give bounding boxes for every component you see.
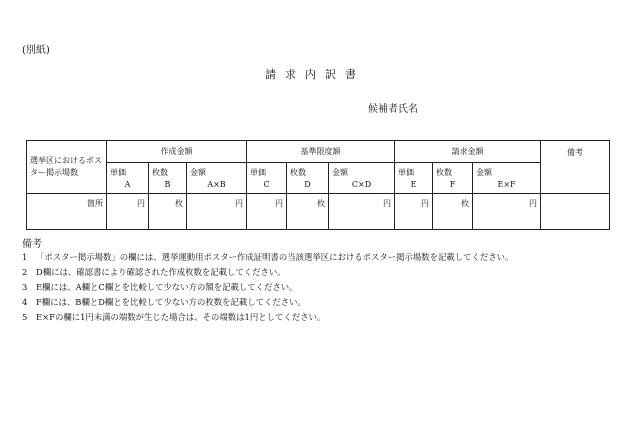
note-item: 3 E欄には、A欄とC欄とを比較して少ない方の額を記載してください。 xyxy=(22,282,298,292)
subheader-cell: 金額 A×B xyxy=(187,163,247,193)
standard-limit-header: 基準限度額 xyxy=(247,141,395,163)
subheader-cell: 金額 C×D xyxy=(329,163,395,193)
document-title: 請求内訳書 xyxy=(265,68,365,81)
subheader-cell: 枚数 F xyxy=(433,163,473,193)
remarks-cell xyxy=(541,193,610,229)
quantity-f-cell: 枚 xyxy=(433,193,473,229)
note-item: 4 F欄には、B欄とD欄とを比較して少ない方の枚数を記載してください。 xyxy=(22,297,306,307)
claim-amount-header: 請求金額 xyxy=(395,141,541,163)
amount-exf-cell: 円 xyxy=(473,193,541,229)
subheader-cell: 金額 E×F xyxy=(473,163,541,193)
unit-price-c-cell: 円 xyxy=(247,193,287,229)
subheader-cell: 単価 C xyxy=(247,163,287,193)
unit-price-e-cell: 円 xyxy=(395,193,433,229)
quantity-d-cell: 枚 xyxy=(287,193,329,229)
remarks-header: 備考 xyxy=(541,141,610,194)
subheader-cell: 枚数 D xyxy=(287,163,329,193)
table-subheader-row xyxy=(27,163,610,193)
note-item: 5 E×Fの欄に1円未満の端数が生じた場合は、その端数は1円としてください。 xyxy=(22,312,326,322)
note-item: 1 「ポスター掲示場数」の欄には、選挙運動用ポスター作成証明書の当該選挙区におけるポスター掲示場数を記載してください。 xyxy=(22,252,514,262)
poster-board-count-label: 選挙区におけるポスター掲示場数 xyxy=(27,141,107,194)
unit-price-a-cell: 円 xyxy=(107,193,149,229)
subheader-cell: 枚数 B xyxy=(149,163,187,193)
count-unit-cell: 箇所 xyxy=(27,193,107,229)
amount-cxd-cell: 円 xyxy=(329,193,395,229)
quantity-b-cell: 枚 xyxy=(149,193,187,229)
subheader-cell: 単価 E xyxy=(395,163,433,193)
production-amount-header: 作成金額 xyxy=(107,141,247,163)
annex-label: (別紙) xyxy=(22,45,50,56)
notes-heading: 備考 xyxy=(22,239,42,250)
claim-breakdown-table xyxy=(26,140,610,230)
candidate-name-label: 候補者氏名 xyxy=(368,104,418,115)
table-row xyxy=(27,193,610,229)
subheader-cell: 単価 A xyxy=(107,163,149,193)
amount-axb-cell: 円 xyxy=(187,193,247,229)
table-header-row xyxy=(27,141,610,163)
note-item: 2 D欄には、確認書により確認された作成枚数を記載してください。 xyxy=(22,267,286,277)
